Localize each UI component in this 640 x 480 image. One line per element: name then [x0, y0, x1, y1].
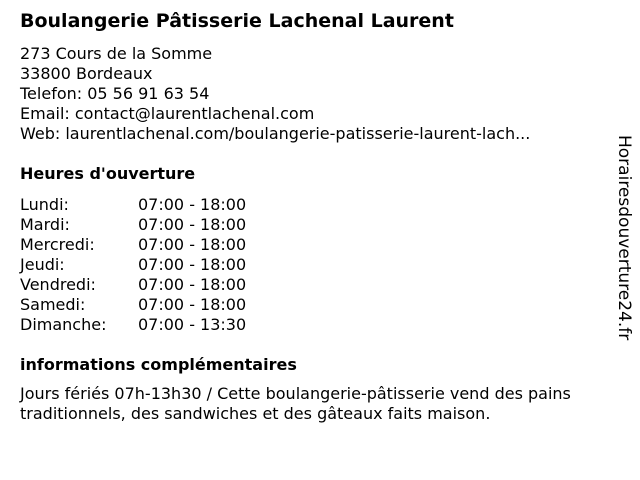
hours-row-tuesday: [20, 215, 246, 235]
watermark-text: Horairesdouverture24.fr: [614, 135, 634, 341]
additional-info-heading: informations complémentaires: [20, 355, 297, 374]
time-value: 07:00 - 18:00: [138, 295, 247, 314]
web-line: Web: laurentlachenal.com/boulangerie-patisserie-laurent-lach...: [20, 124, 531, 143]
business-name: Boulangerie Pâtisserie Lachenal Laurent: [20, 10, 454, 32]
additional-info-text: Jours fériés 07h-13h30 / Cette boulangerie-pâtisserie vend des pains traditionnels, des sandwiches et des gâteaux faits maison.: [20, 384, 571, 423]
time-value: 07:00 - 18:00: [138, 235, 247, 254]
phone-line: Telefon: 05 56 91 63 54: [20, 84, 210, 103]
time-value: 07:00 - 18:00: [138, 195, 247, 214]
day-label: Mercredi:: [20, 235, 95, 254]
day-label: Jeudi:: [20, 255, 65, 274]
hours-row-saturday: [20, 295, 246, 315]
day-label: Samedi:: [20, 295, 86, 314]
day-label: Lundi:: [20, 195, 69, 214]
address-city: 33800 Bordeaux: [20, 64, 153, 83]
time-value: 07:00 - 18:00: [138, 275, 247, 294]
contact-block: [20, 44, 530, 144]
hours-row-wednesday: [20, 235, 246, 255]
hours-row-monday: [20, 195, 246, 215]
day-label: Vendredi:: [20, 275, 96, 294]
address-street: 273 Cours de la Somme: [20, 44, 213, 63]
email-line: Email: contact@laurentlachenal.com: [20, 104, 315, 123]
day-label: Dimanche:: [20, 315, 107, 334]
site-watermark: [612, 135, 636, 375]
time-value: 07:00 - 13:30: [138, 315, 247, 334]
opening-hours-heading: Heures d'ouverture: [20, 164, 196, 183]
opening-hours-table: [20, 195, 246, 335]
hours-row-friday: [20, 275, 246, 295]
time-value: 07:00 - 18:00: [138, 255, 247, 274]
hours-row-sunday: [20, 315, 246, 335]
day-label: Mardi:: [20, 215, 70, 234]
time-value: 07:00 - 18:00: [138, 215, 247, 234]
hours-row-thursday: [20, 255, 246, 275]
